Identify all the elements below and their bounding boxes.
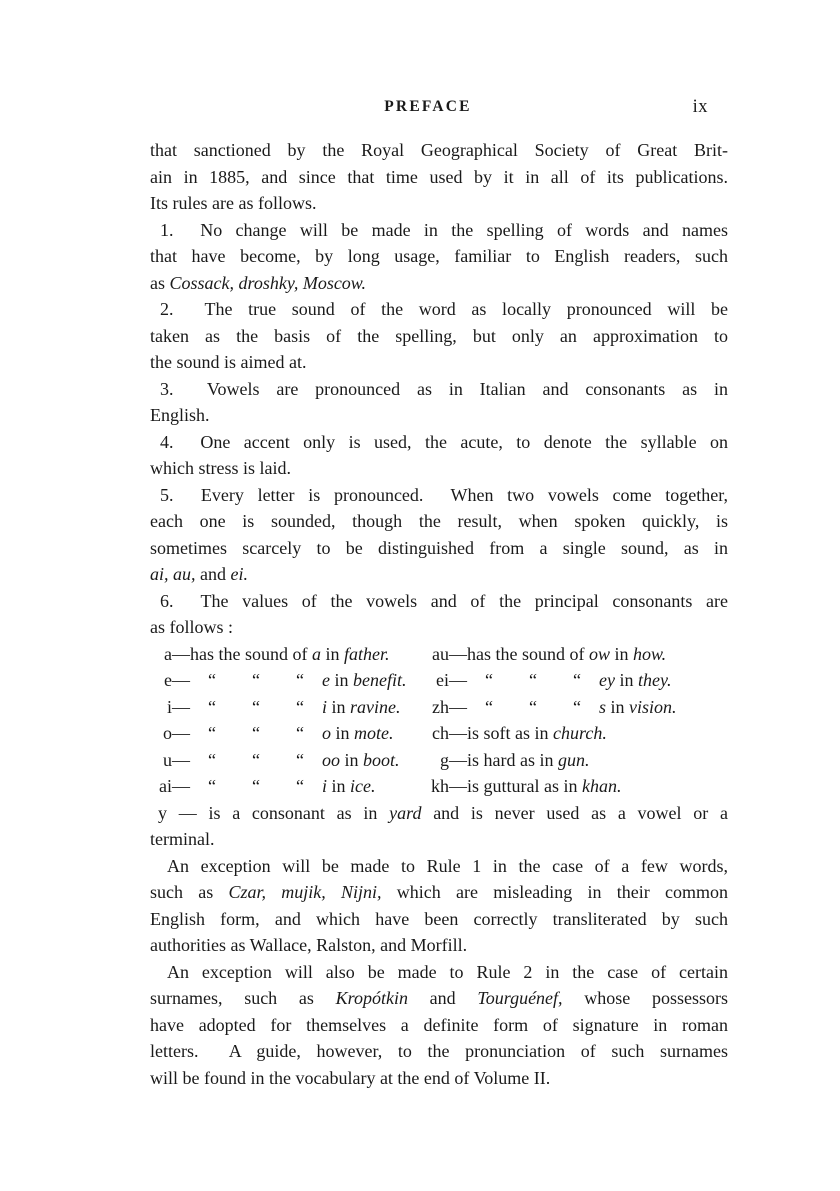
ditto-mark: “ xyxy=(529,696,537,717)
sound-description: has the sound of ow in how. xyxy=(467,643,667,664)
ditto-mark: “ xyxy=(485,670,493,690)
sound-description: “ “ “ e in benefit. xyxy=(190,667,422,694)
italic-text: Tourguénef, xyxy=(477,988,563,1008)
italic-text: ai, au, xyxy=(150,564,196,584)
dash-separator: — xyxy=(449,749,467,770)
italic-text: gun. xyxy=(557,749,590,770)
ditto-mark: “ xyxy=(296,776,304,796)
dash-separator: — xyxy=(449,643,467,664)
pronunciation-entry xyxy=(422,773,728,800)
ditto-mark: “ xyxy=(573,696,581,717)
ditto-mark: “ xyxy=(208,696,216,717)
text-line: will be found in the vocabulary at the end of Volume II. xyxy=(150,1067,551,1088)
italic-text: Czar, mujik, Nijni, xyxy=(228,882,382,902)
dash-separator: — xyxy=(449,723,467,743)
sound-letter: zh xyxy=(432,696,449,717)
italic-text: father. xyxy=(344,643,390,664)
italic-text: e xyxy=(322,670,330,690)
text-line: 5. Every letter is pronounced. When two vowels come together, xyxy=(160,484,728,505)
italic-text: mote. xyxy=(354,723,394,743)
italic-text: i xyxy=(322,776,328,796)
sound-description: is soft as in church. xyxy=(467,723,607,743)
italic-text: ice. xyxy=(350,776,376,796)
ditto-mark: “ xyxy=(296,670,304,690)
italic-text: s xyxy=(599,696,607,717)
sound-letter: o xyxy=(163,723,172,743)
ditto-mark: “ xyxy=(296,696,304,717)
sound-description: has the sound of a in father. xyxy=(190,643,390,664)
pronunciation-entry xyxy=(422,720,728,747)
ditto-mark: “ xyxy=(252,749,260,770)
dash-separator: — xyxy=(172,776,190,796)
sound-description: “ “ “ o in mote. xyxy=(190,720,422,747)
pronunciation-entry xyxy=(422,641,728,668)
pronunciation-entry xyxy=(422,667,728,694)
italic-text: yard xyxy=(389,802,422,823)
italic-text: Kropótkin xyxy=(335,988,408,1008)
ditto-mark: “ xyxy=(208,749,216,770)
text-line: as Cossack, droshky, Moscow. xyxy=(150,272,366,293)
pronunciation-entry xyxy=(422,747,728,774)
italic-text: oo xyxy=(322,749,340,770)
sound-description: is guttural as in khan. xyxy=(467,776,622,796)
sound-letter: u xyxy=(163,749,172,770)
italic-text: they. xyxy=(638,670,672,690)
text-body xyxy=(150,137,728,1091)
page-header-title: PREFACE xyxy=(384,98,472,115)
text-line: An exception will also be made to Rule 2 in the case of certain xyxy=(167,961,728,982)
pronunciation-entry xyxy=(150,720,422,747)
page-header xyxy=(150,98,728,120)
sound-letter: ei xyxy=(436,670,449,690)
dash-separator: — xyxy=(449,776,467,796)
text-line: y — is a consonant as in yard and is never used as a vowel or a xyxy=(158,802,728,823)
italic-text: ow xyxy=(588,643,610,664)
ditto-mark: “ xyxy=(252,776,260,796)
pronunciation-entry xyxy=(150,641,422,668)
ditto-mark: “ xyxy=(252,723,260,743)
text-line: such as Czar, mujik, Nijni, which are misleading in their common xyxy=(150,882,728,902)
italic-text: vision. xyxy=(629,696,677,717)
text-line: that sanctioned by the Royal Geographical Society of Great Brit- xyxy=(150,140,728,160)
pronunciation-row xyxy=(150,694,728,721)
italic-text: ei. xyxy=(230,564,249,584)
text-line: authorities as Wallace, Ralston, and Morfill. xyxy=(150,935,468,955)
text-line: ai, au, and ei. xyxy=(150,564,249,584)
pronunciation-row xyxy=(150,773,728,800)
ditto-mark: “ xyxy=(208,723,216,743)
sound-description: “ “ “ s in vision. xyxy=(467,694,728,721)
sound-letter: i xyxy=(166,696,172,717)
text-line: 2. The true sound of the word as locally pronounced will be xyxy=(160,299,728,319)
pronunciation-entry xyxy=(150,773,422,800)
italic-text: a xyxy=(311,643,321,664)
sound-letter: g xyxy=(440,749,449,770)
pronunciation-row xyxy=(150,667,728,694)
dash-separator: — xyxy=(449,670,467,690)
pronunciation-row xyxy=(150,720,728,747)
pronunciation-entry xyxy=(150,747,422,774)
ditto-mark: “ xyxy=(296,723,304,743)
dash-separator: — xyxy=(172,670,190,690)
text-line: ain in 1885, and since that time used by it in all of its publications. xyxy=(150,166,728,187)
dash-separator: — xyxy=(449,696,467,717)
ditto-mark: “ xyxy=(208,670,216,690)
pronunciation-row xyxy=(150,641,728,668)
text-line: 4. One accent only is used, the acute, to denote the syllable on xyxy=(160,431,728,452)
text-line: taken as the basis of the spelling, but only an approximation to xyxy=(150,325,728,346)
sound-letter: kh xyxy=(431,776,449,796)
text-line: English. xyxy=(150,405,210,425)
text-line: 3. Vowels are pronounced as in Italian and consonants as in xyxy=(160,378,728,399)
italic-text: ey xyxy=(599,670,615,690)
sound-description: “ “ “ oo in boot. xyxy=(190,747,422,774)
page-number: ix xyxy=(692,97,708,117)
sound-letter: a xyxy=(164,643,172,664)
italic-text: o xyxy=(322,723,331,743)
text-line: 6. The values of the vowels and of the principal consonants are xyxy=(160,590,728,611)
sound-letter: ai xyxy=(159,776,172,796)
pronunciation-entry xyxy=(150,694,422,721)
ditto-mark: “ xyxy=(485,696,493,717)
dash-separator: — xyxy=(172,723,190,743)
text-line: Its rules are as follows. xyxy=(150,193,317,213)
text-line: the sound is aimed at. xyxy=(150,352,307,372)
dash-separator: — xyxy=(172,749,190,770)
pronunciation-row xyxy=(150,747,728,774)
text-line: as follows : xyxy=(150,617,233,637)
italic-text: i xyxy=(322,696,328,717)
italic-text: boot. xyxy=(363,749,400,770)
italic-text: how. xyxy=(633,643,667,664)
text-line: terminal. xyxy=(150,829,215,849)
sound-description: “ “ “ ey in they. xyxy=(467,667,728,694)
pronunciation-entry xyxy=(150,667,422,694)
text-line: 1. No change will be made in the spelling of words and names xyxy=(160,219,728,240)
text-line: which stress is laid. xyxy=(150,458,291,478)
text-line: An exception will be made to Rule 1 in the case of a few words, xyxy=(167,855,728,876)
sound-description: is hard as in gun. xyxy=(467,749,590,770)
ditto-mark: “ xyxy=(529,670,537,690)
italic-text: khan. xyxy=(582,776,622,796)
ditto-mark: “ xyxy=(296,749,304,770)
text-line: sometimes scarcely to be distinguished from a single sound, as in xyxy=(150,537,728,558)
italic-text: ravine. xyxy=(350,696,401,717)
dash-separator: — xyxy=(172,643,190,664)
italic-text: benefit. xyxy=(353,670,407,690)
sound-description: “ “ “ i in ice. xyxy=(190,773,422,800)
dash-separator: — xyxy=(172,696,190,717)
text-line: have adopted for themselves a definite form of signature in roman xyxy=(150,1014,728,1035)
text-line: English form, and which have been correctly transliterated by such xyxy=(150,908,728,929)
sound-letter: e xyxy=(164,670,172,690)
text-line: each one is sounded, though the result, when spoken quickly, is xyxy=(150,511,728,531)
ditto-mark: “ xyxy=(208,776,216,796)
ditto-mark: “ xyxy=(573,670,581,690)
ditto-mark: “ xyxy=(252,696,260,717)
sound-description: “ “ “ i in ravine. xyxy=(190,694,422,721)
italic-text: church. xyxy=(553,723,607,743)
pronunciation-entry xyxy=(422,694,728,721)
sound-letter: ch xyxy=(432,723,449,743)
text-line: that have become, by long usage, familiar to English readers, such xyxy=(150,246,728,266)
italic-text: Cossack, droshky, Moscow. xyxy=(169,272,366,293)
sound-letter: au xyxy=(432,643,449,664)
ditto-mark: “ xyxy=(252,670,260,690)
text-line: surnames, such as Kropótkin and Tourguénef, whose possessors xyxy=(150,988,728,1008)
text-line: letters. A guide, however, to the pronunciation of such surnames xyxy=(150,1041,728,1061)
